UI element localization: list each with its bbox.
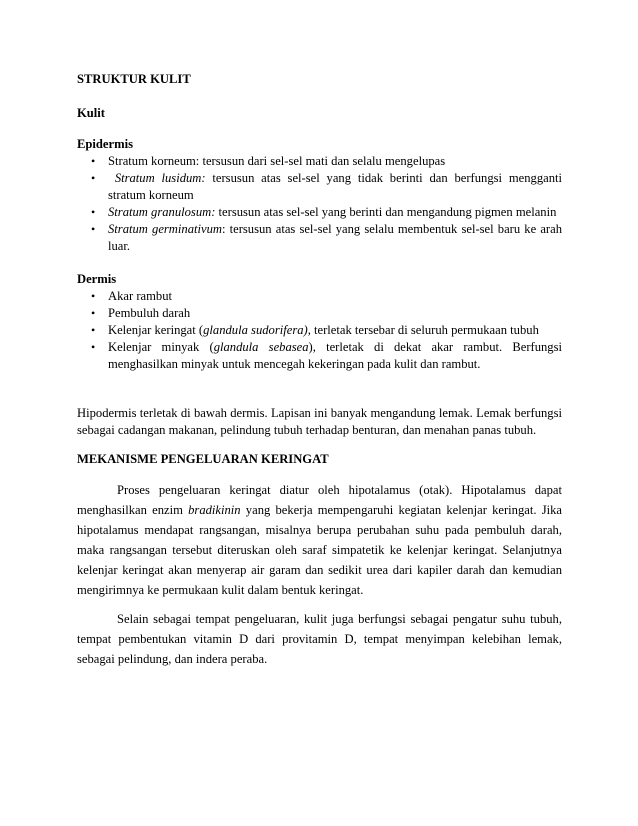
item-term: glandula sebasea: [213, 340, 309, 354]
item-term: glandula sudorifera),: [203, 323, 311, 337]
list-item: [77, 153, 562, 170]
mekanisme-paragraph-1: [77, 480, 562, 600]
document-content: [77, 68, 562, 669]
list-item: [77, 305, 562, 322]
item-post: ), terletak di dekat akar rambut. Berfungsi menghasilkan minyak untuk mencegah kekeringan pada kulit dan rambut.: [108, 340, 562, 371]
paragraph-text: yang bekerja mempengaruhi kegiatan kelenjar keringat. Jika hipotalamus mendapat rangsangan, misalnya berupa perubahan suhu pada pembuluh darah, maka rangsangan tersebut diteruskan oleh saraf simpatetik ke kelenjar keringat. Selanjutnya kelenjar keringat akan menyerap air garam dan sedikit urea dari kapiler darah dan kemudian mengirimnya ke permukaan kulit dalam bentuk keringat.: [77, 503, 562, 597]
section-heading-epidermis: Epidermis: [77, 137, 133, 151]
section-heading-kulit: Kulit: [77, 106, 105, 120]
item-desc: : tersusun dari sel-sel mati dan selalu mengelupas: [195, 154, 446, 168]
bullet-icon: •: [91, 171, 96, 185]
list-item: [77, 288, 562, 305]
item-term: Stratum lusidum:: [114, 171, 206, 185]
section-heading-dermis: Dermis: [77, 272, 117, 286]
epidermis-list: [77, 153, 562, 255]
item-pre: Kelenjar keringat (: [108, 323, 204, 337]
bullet-icon: •: [91, 289, 96, 303]
bullet-icon: •: [91, 205, 96, 219]
item-term: Stratum korneum: [108, 154, 196, 168]
item-text: Pembuluh darah: [108, 306, 191, 320]
item-desc: tersusun atas sel-sel yang berinti dan mengandung pigmen melanin: [215, 205, 557, 219]
bullet-icon: •: [91, 306, 96, 320]
item-post: terletak tersebar di seluruh permukaan tubuh: [310, 323, 539, 337]
item-desc: tersusun atas sel-sel yang tidak berinti dan berfungsi mengganti stratum korneum: [108, 171, 562, 202]
term-bradikinin: bradikinin: [188, 503, 241, 517]
bullet-icon: •: [91, 222, 96, 236]
bullet-icon: •: [91, 323, 96, 337]
item-term: Stratum germinativum: [108, 222, 222, 236]
hipodermis-paragraph: Hipodermis terletak di bawah dermis. Lapisan ini banyak mengandung lemak. Lemak berfungsi sebagai cadangan makanan, pelindung tubuh terhadap benturan, dan menahan panas tubuh.: [77, 406, 562, 437]
bullet-icon: •: [91, 154, 96, 168]
bullet-icon: •: [91, 340, 96, 354]
item-pre: Kelenjar minyak (: [108, 340, 214, 354]
item-text: Akar rambut: [108, 289, 172, 303]
mekanisme-paragraph-2: Selain sebagai tempat pengeluaran, kulit juga berfungsi sebagai pengatur suhu tubuh, tempat pembentukan vitamin D dari provitamin D, tempat menyimpan kelebihan lemak, sebagai pelindung, dan indera peraba.: [77, 612, 562, 666]
section-heading-mekanisme: MEKANISME PENGELUARAN KERINGAT: [77, 452, 329, 466]
paragraph-text: Proses pengeluaran keringat diatur oleh hipotalamus (otak). Hipotalamus dapat menghasilkan enzim: [77, 483, 562, 517]
list-item: [77, 204, 562, 221]
document-title: STRUKTUR KULIT: [77, 72, 191, 86]
list-item: [77, 170, 562, 204]
item-term: Stratum granulosum:: [108, 205, 216, 219]
list-item: [77, 221, 562, 255]
item-desc: : tersusun atas sel-sel yang selalu membentuk sel-sel baru ke arah luar.: [108, 222, 562, 253]
list-item: [77, 322, 562, 339]
list-item: [77, 339, 562, 373]
dermis-list: [77, 288, 562, 373]
